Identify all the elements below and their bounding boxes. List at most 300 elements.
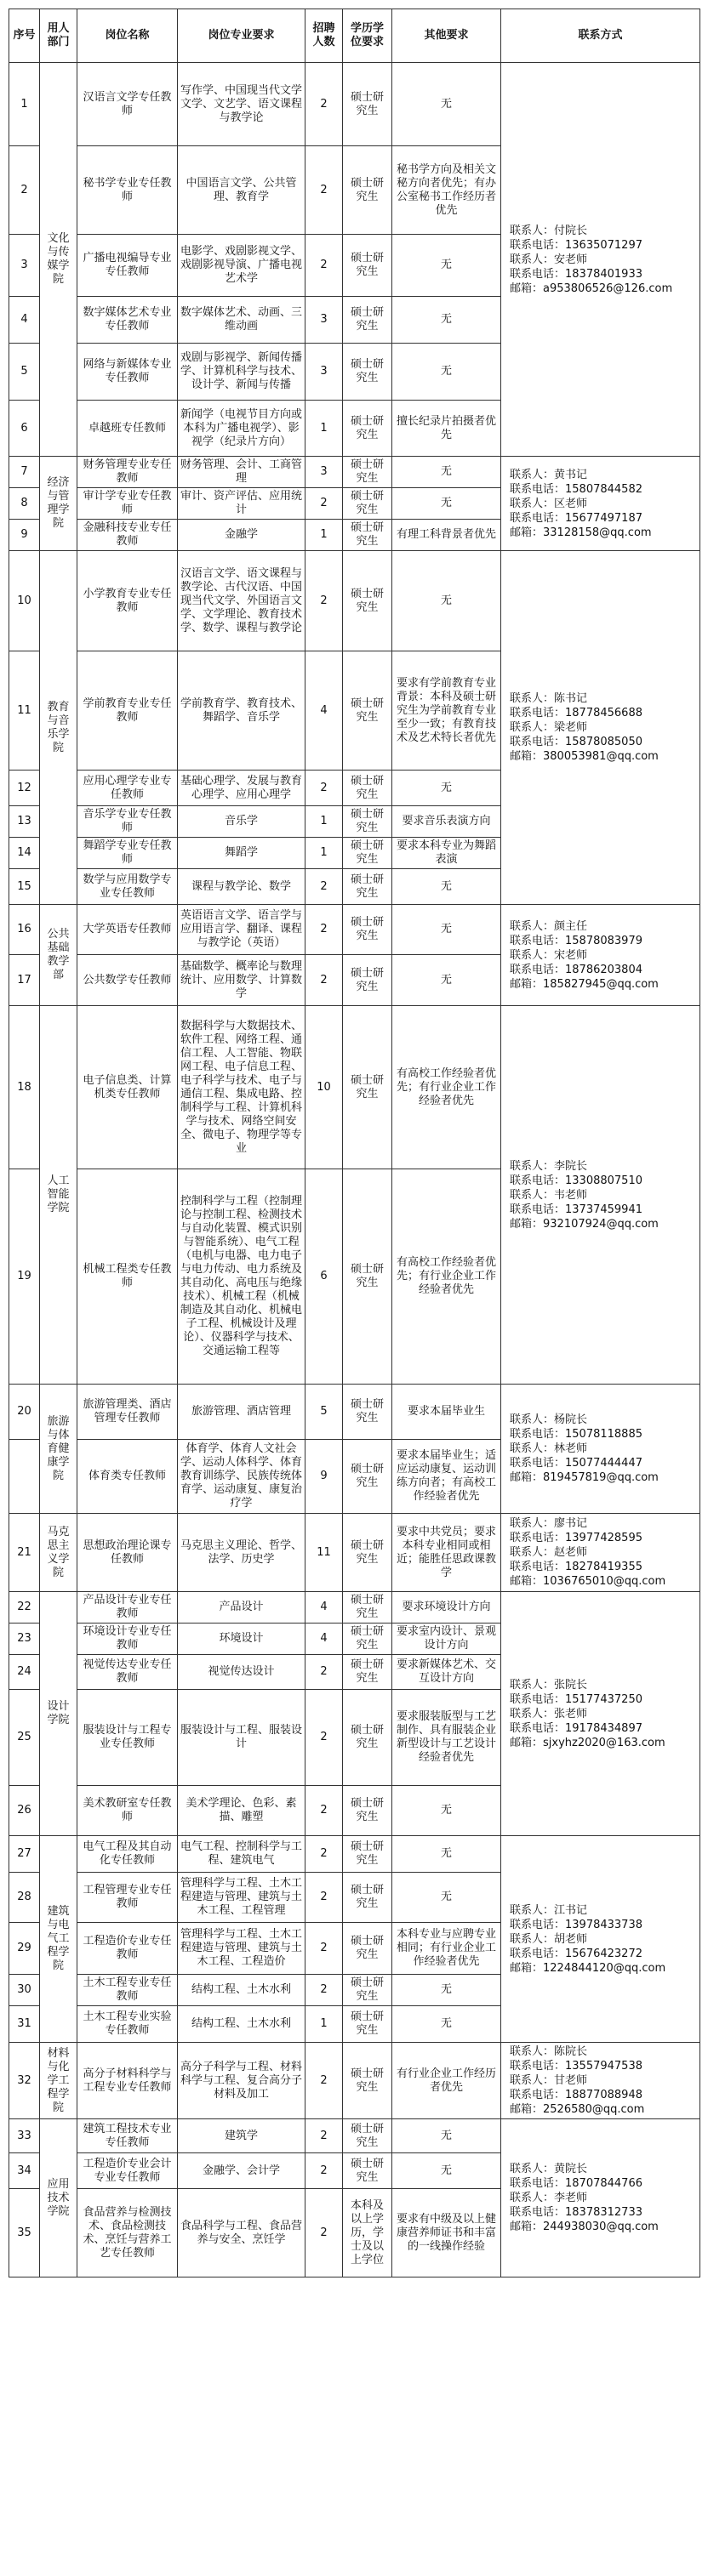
- row-number: 14: [9, 838, 40, 869]
- contact-line: 联系电话：13557947538: [510, 2060, 642, 2073]
- contact-line: 联系电话：13308807510: [510, 1174, 642, 1187]
- hiring-count: 3: [305, 297, 343, 344]
- position-name: 环境设计专业专任教师: [77, 1624, 178, 1655]
- position-name: 音乐学专业专任教师: [77, 806, 178, 838]
- contact-line: 联系人：宋老师: [510, 948, 588, 962]
- contact-line: 联系人：张老师: [510, 1707, 588, 1720]
- row-number: 5: [9, 344, 40, 401]
- major-requirement: 结构工程、土木水利: [178, 1975, 305, 2006]
- row-number: 9: [9, 520, 40, 551]
- row-number: 24: [9, 1655, 40, 1690]
- position-name: 网络与新媒体专业专任教师: [77, 344, 178, 401]
- department-cell: 教育与音乐学院: [40, 551, 77, 905]
- education-requirement: 硕士研究生: [343, 869, 392, 905]
- hiring-count: 2: [305, 2119, 343, 2153]
- contact-line: 邮箱：sjxyhz2020@163.com: [510, 1736, 665, 1749]
- major-requirement: 戏剧与影视学、新闻传播学、计算机科学与技术、设计学、新闻与传播: [178, 344, 305, 401]
- education-requirement: 硕士研究生: [343, 297, 392, 344]
- hiring-count: 2: [305, 146, 343, 235]
- hiring-count: 2: [305, 1786, 343, 1836]
- department-cell: 公共基础教学部: [40, 905, 77, 1006]
- header-contact: 联系方式: [501, 9, 700, 63]
- position-name: 体育类专任教师: [77, 1440, 178, 1514]
- major-requirement: 美术学理论、色彩、素描、雕塑: [178, 1786, 305, 1836]
- contact-line: 联系人：胡老师: [510, 1932, 588, 1946]
- other-requirement: 无: [392, 1836, 501, 1873]
- table-row: [9, 1514, 700, 1592]
- major-requirement: 环境设计: [178, 1624, 305, 1655]
- hiring-count: 2: [305, 235, 343, 297]
- position-name: 食品营养与检测技术、食品检测技术、烹饪与营养工艺专任教师: [77, 2189, 178, 2277]
- contact-line: 联系人：陈院长: [510, 2045, 588, 2058]
- position-name: 工程管理专业专任教师: [77, 1873, 178, 1923]
- row-number: 7: [9, 457, 40, 488]
- hiring-count: 2: [305, 63, 343, 146]
- row-number: 3: [9, 235, 40, 297]
- contact-line: 联系电话：13977428595: [510, 1532, 642, 1544]
- hiring-count: 1: [305, 2006, 343, 2043]
- header-no: 序号: [9, 9, 40, 63]
- other-requirement: 无: [392, 1975, 501, 2006]
- contact-line: 联系电话：18378312733: [510, 2206, 642, 2219]
- other-requirement: 无: [392, 344, 501, 401]
- hiring-count: 4: [305, 1592, 343, 1624]
- contact-line: 邮箱：1036765010@qq.com: [510, 1575, 666, 1588]
- contact-line: 联系人：张院长: [510, 1678, 588, 1692]
- education-requirement: 硕士研究生: [343, 2043, 392, 2119]
- table-row: [9, 1385, 700, 1440]
- contact-line: 邮箱：1224844120@qq.com: [510, 1961, 666, 1975]
- contact-line: 联系人：陈书记: [510, 692, 588, 705]
- contact-line: 邮箱：2526580@qq.com: [510, 2103, 645, 2116]
- table-row: [9, 551, 700, 651]
- hiring-count: 2: [305, 955, 343, 1006]
- hiring-count: 2: [305, 1873, 343, 1923]
- table-row: [9, 63, 700, 146]
- department-cell: 人工智能学院: [40, 1006, 77, 1385]
- major-requirement: 基础心理学、发展与教育心理学、应用心理学: [178, 771, 305, 806]
- contact-line: 联系人：李老师: [510, 2192, 588, 2204]
- row-number: 31: [9, 2006, 40, 2043]
- other-requirement: 无: [392, 551, 501, 651]
- education-requirement: 硕士研究生: [343, 63, 392, 146]
- other-requirement: 无: [392, 235, 501, 297]
- row-number: 25: [9, 1690, 40, 1786]
- major-requirement: 建筑学: [178, 2119, 305, 2153]
- major-requirement: 舞蹈学: [178, 838, 305, 869]
- hiring-count: 1: [305, 401, 343, 457]
- contact-line: 联系电话：15807844582: [510, 482, 642, 496]
- hiring-count: 2: [305, 2153, 343, 2189]
- other-requirement: 有理工科背景者优先: [392, 520, 501, 551]
- education-requirement: 硕士研究生: [343, 2119, 392, 2153]
- contact-line: 联系电话：18278419355: [510, 1561, 642, 1573]
- row-number: 19: [9, 1169, 40, 1385]
- row-number: 35: [9, 2189, 40, 2277]
- position-name: 机械工程类专任教师: [77, 1169, 178, 1385]
- department-cell: 应用技术学院: [40, 2119, 77, 2277]
- table-row: [9, 2119, 700, 2153]
- other-requirement: 无: [392, 457, 501, 488]
- education-requirement: 硕士研究生: [343, 1975, 392, 2006]
- major-requirement: 新闻学（电视节目方向或本科为广播电视学）、影视学（纪录片方向）: [178, 401, 305, 457]
- contact-line: 邮箱：819457819@qq.com: [510, 1471, 659, 1484]
- hiring-count: 2: [305, 488, 343, 520]
- other-requirement: 无: [392, 63, 501, 146]
- header-education: 学历学位要求: [343, 9, 392, 63]
- department-cell: 建筑与电气工程学院: [40, 1836, 77, 2043]
- other-requirement: 无: [392, 955, 501, 1006]
- position-name: 舞蹈学专业专任教师: [77, 838, 178, 869]
- position-name: 工程造价专业专任教师: [77, 1923, 178, 1975]
- row-number: 29: [9, 1923, 40, 1975]
- major-requirement: 汉语言文学、语文课程与教学论、古代汉语、中国现当代文学、外国语言文学、文学理论、教育技术学、数学、课程与教学论: [178, 551, 305, 651]
- table-row: [9, 1592, 700, 1624]
- recruitment-table: [9, 9, 700, 2277]
- hiring-count: 2: [305, 2043, 343, 2119]
- row-number: 34: [9, 2153, 40, 2189]
- position-name: 应用心理学专业专任教师: [77, 771, 178, 806]
- contact-cell: [501, 1006, 700, 1385]
- education-requirement: 硕士研究生: [343, 1690, 392, 1786]
- position-name: 数学与应用数学专业专任教师: [77, 869, 178, 905]
- other-requirement: 无: [392, 488, 501, 520]
- major-requirement: 英语语言文学、语言学与应用语言学、翻译、课程与教学论（英语）: [178, 905, 305, 955]
- contact-line: 联系电话：13978433738: [510, 1918, 642, 1931]
- position-name: 土木工程专业实验专任教师: [77, 2006, 178, 2043]
- major-requirement: 财务管理、会计、工商管理: [178, 457, 305, 488]
- contact-line: 联系电话：15078118885: [510, 1428, 642, 1441]
- other-requirement: 无: [392, 1786, 501, 1836]
- major-requirement: 控制科学与工程（控制理论与控制工程、检测技术与自动化装置、模式识别与智能系统）、电气工程（电机与电器、电力电子与电力传动、电力系统及其自动化、高电压与绝缘技术）、机械工程（机械制造及其自动化、机械电子工程、机械设计及理论）、仪器科学与技术、交通运输工程等: [178, 1169, 305, 1385]
- position-name: 数字媒体艺术专业专任教师: [77, 297, 178, 344]
- position-name: 电气工程及其自动化专任教师: [77, 1836, 178, 1873]
- table-row: [9, 1006, 700, 1169]
- major-requirement: 数据科学与大数据技术、软件工程、网络工程、通信工程、人工智能、物联网工程、电子信息工程、电子科学与技术、电子与通信工程、集成电路、控制科学与工程、计算机科学与技术、网络空间安全、微电子、物理学等专业: [178, 1006, 305, 1169]
- hiring-count: 2: [305, 771, 343, 806]
- contact-line: 联系电话：13635071297: [510, 238, 642, 252]
- education-requirement: 本科及以上学历，学士及以上学位: [343, 2189, 392, 2277]
- major-requirement: 产品设计: [178, 1592, 305, 1624]
- other-requirement: 无: [392, 2153, 501, 2189]
- department-cell: 设计学院: [40, 1592, 77, 1836]
- contact-cell: [501, 2119, 700, 2277]
- header-other: 其他要求: [392, 9, 501, 63]
- hiring-count: 2: [305, 1655, 343, 1690]
- position-name: 电子信息类、计算机类专任教师: [77, 1006, 178, 1169]
- other-requirement: 无: [392, 2119, 501, 2153]
- other-requirement: 要求新媒体艺术、交互设计方向: [392, 1655, 501, 1690]
- hiring-count: 10: [305, 1006, 343, 1169]
- row-number: 23: [9, 1624, 40, 1655]
- major-requirement: 体育学、体育人文社会学、运动人体科学、体育教育训练学、民族传统体育学、运动康复、康复治疗学: [178, 1440, 305, 1514]
- education-requirement: 硕士研究生: [343, 1655, 392, 1690]
- contact-line: 联系人：甘老师: [510, 2074, 588, 2087]
- major-requirement: 管理科学与工程、土木工程建造与管理、建筑与土木工程、工程造价: [178, 1923, 305, 1975]
- position-name: 视觉传达专业专任教师: [77, 1655, 178, 1690]
- row-number: 8: [9, 488, 40, 520]
- education-requirement: 硕士研究生: [343, 838, 392, 869]
- major-requirement: 结构工程、土木水利: [178, 2006, 305, 2043]
- major-requirement: 音乐学: [178, 806, 305, 838]
- contact-line: 联系人：韦老师: [510, 1188, 588, 1202]
- education-requirement: 硕士研究生: [343, 457, 392, 488]
- education-requirement: 硕士研究生: [343, 905, 392, 955]
- hiring-count: 3: [305, 457, 343, 488]
- row-number: 15: [9, 869, 40, 905]
- table-row: [9, 1836, 700, 1873]
- major-requirement: 旅游管理、酒店管理: [178, 1385, 305, 1440]
- contact-cell: [501, 63, 700, 457]
- position-name: 美术教研室专任教师: [77, 1786, 178, 1836]
- hiring-count: 5: [305, 1385, 343, 1440]
- education-requirement: 硕士研究生: [343, 1836, 392, 1873]
- hiring-count: 2: [305, 551, 343, 651]
- hiring-count: 4: [305, 651, 343, 771]
- education-requirement: 硕士研究生: [343, 1385, 392, 1440]
- hiring-count: 2: [305, 1836, 343, 1873]
- row-number: 10: [9, 551, 40, 651]
- major-requirement: 视觉传达设计: [178, 1655, 305, 1690]
- row-number: 11: [9, 651, 40, 771]
- row-number: 6: [9, 401, 40, 457]
- contact-line: 联系电话：15177437250: [510, 1692, 642, 1706]
- hiring-count: 4: [305, 1624, 343, 1655]
- contact-line: 联系人：李院长: [510, 1159, 588, 1173]
- major-requirement: 审计、资产评估、应用统计: [178, 488, 305, 520]
- other-requirement: 要求本届毕业生: [392, 1385, 501, 1440]
- position-name: 高分子材料科学与工程专业专任教师: [77, 2043, 178, 2119]
- other-requirement: 要求服装版型与工艺制作、具有服装企业新型设计与工艺设计经验者优先: [392, 1690, 501, 1786]
- contact-cell: [501, 2043, 700, 2119]
- contact-line: 联系电话：15077444447: [510, 1457, 642, 1470]
- other-requirement: 无: [392, 2006, 501, 2043]
- other-requirement: 要求本科专业为舞蹈表演: [392, 838, 501, 869]
- major-requirement: 金融学: [178, 520, 305, 551]
- education-requirement: 硕士研究生: [343, 235, 392, 297]
- contact-line: 联系电话：18778456688: [510, 707, 642, 719]
- row-number: 28: [9, 1873, 40, 1923]
- major-requirement: 高分子科学与工程、材料科学与工程、复合高分子材料及加工: [178, 2043, 305, 2119]
- education-requirement: 硕士研究生: [343, 651, 392, 771]
- other-requirement: 有行业企业工作经历者优先: [392, 2043, 501, 2119]
- other-requirement: 要求有中级及以上健康营养师证书和丰富的一线操作经验: [392, 2189, 501, 2277]
- contact-cell: [501, 1385, 700, 1514]
- position-name: 建筑工程技术专业专任教师: [77, 2119, 178, 2153]
- major-requirement: 基础数学、概率论与数理统计、应用数学、计算数学: [178, 955, 305, 1006]
- contact-line: 邮箱：a953806526@126.com: [510, 281, 673, 295]
- contact-line: 联系人：杨院长: [510, 1413, 588, 1426]
- row-number: 2: [9, 146, 40, 235]
- contact-line: 联系电话：15878085050: [510, 736, 642, 748]
- education-requirement: 硕士研究生: [343, 955, 392, 1006]
- contact-line: 邮箱：244938030@qq.com: [510, 2221, 659, 2233]
- row-number: 30: [9, 1975, 40, 2006]
- position-name: 大学英语专任教师: [77, 905, 178, 955]
- row-number: 33: [9, 2119, 40, 2153]
- row-number: 17: [9, 955, 40, 1006]
- header-count: 招聘人数: [305, 9, 343, 63]
- education-requirement: 硕士研究生: [343, 1006, 392, 1169]
- contact-line: 联系人：区老师: [510, 497, 588, 510]
- other-requirement: 秘书学方向及相关文秘方向者优先；有办公室秘书工作经历者优先: [392, 146, 501, 235]
- position-name: 财务管理专业专任教师: [77, 457, 178, 488]
- contact-line: 联系人：廖书记: [510, 1517, 588, 1530]
- contact-line: 联系电话：15676423272: [510, 1947, 642, 1960]
- recruitment-table-container: [9, 9, 699, 2277]
- row-number: 4: [9, 297, 40, 344]
- row-number: 13: [9, 806, 40, 838]
- row-number: 26: [9, 1786, 40, 1836]
- row-number: 27: [9, 1836, 40, 1873]
- other-requirement: 要求本届毕业生；适应运动康复、运动训练方向者；有高校工作经验者优先: [392, 1440, 501, 1514]
- major-requirement: 课程与教学论、数学: [178, 869, 305, 905]
- other-requirement: 无: [392, 869, 501, 905]
- contact-cell: [501, 1836, 700, 2043]
- header-position: 岗位名称: [77, 9, 178, 63]
- major-requirement: 数字媒体艺术、动画、三维动画: [178, 297, 305, 344]
- contact-line: 联系电话：13737459941: [510, 1203, 642, 1216]
- position-name: 秘书学专业专任教师: [77, 146, 178, 235]
- contact-line: 联系电话：15878083979: [510, 934, 642, 947]
- header-major: 岗位专业要求: [178, 9, 305, 63]
- table-row: [9, 457, 700, 488]
- table-row: [9, 905, 700, 955]
- major-requirement: 写作学、中国现当代文学文学、文艺学、语文课程与教学论: [178, 63, 305, 146]
- contact-line: 联系电话：18707844766: [510, 2177, 642, 2190]
- contact-line: 联系人：梁老师: [510, 721, 588, 734]
- position-name: 思想政治理论课专任教师: [77, 1514, 178, 1592]
- row-number: 12: [9, 771, 40, 806]
- other-requirement: 本科专业与应聘专业相同；有行业企业工作经验者优先: [392, 1923, 501, 1975]
- contact-cell: [501, 457, 700, 551]
- hiring-count: 1: [305, 520, 343, 551]
- row-number: 21: [9, 1514, 40, 1592]
- contact-cell: [501, 1514, 700, 1592]
- hiring-count: 6: [305, 1169, 343, 1385]
- education-requirement: 硕士研究生: [343, 1514, 392, 1592]
- other-requirement: 要求室内设计、景观设计方向: [392, 1624, 501, 1655]
- contact-line: 联系人：黄书记: [510, 468, 588, 481]
- position-name: 汉语言文学专任教师: [77, 63, 178, 146]
- other-requirement: 无: [392, 771, 501, 806]
- hiring-count: 1: [305, 838, 343, 869]
- header-row: [9, 9, 700, 63]
- hiring-count: 2: [305, 905, 343, 955]
- row-number: 22: [9, 1592, 40, 1624]
- education-requirement: 硕士研究生: [343, 146, 392, 235]
- major-requirement: 管理科学与工程、土木工程建造与管理、建筑与土木工程、工程管理: [178, 1873, 305, 1923]
- row-number: 20: [9, 1385, 40, 1440]
- contact-cell: [501, 905, 700, 1006]
- education-requirement: 硕士研究生: [343, 488, 392, 520]
- table-row: [9, 2043, 700, 2119]
- contact-line: 联系人：付院长: [510, 224, 588, 237]
- education-requirement: 硕士研究生: [343, 344, 392, 401]
- hiring-count: 11: [305, 1514, 343, 1592]
- position-name: 产品设计专业专任教师: [77, 1592, 178, 1624]
- contact-line: 邮箱：185827945@qq.com: [510, 977, 659, 991]
- position-name: 学前教育专业专任教师: [77, 651, 178, 771]
- hiring-count: 3: [305, 344, 343, 401]
- education-requirement: 硕士研究生: [343, 401, 392, 457]
- other-requirement: 无: [392, 905, 501, 955]
- contact-line: 联系电话：18786203804: [510, 963, 642, 976]
- department-cell: 马克思主义学院: [40, 1514, 77, 1592]
- position-name: 广播电视编导专业专任教师: [77, 235, 178, 297]
- contact-line: 联系电话：18877088948: [510, 2089, 642, 2101]
- position-name: 小学教育专业专任教师: [77, 551, 178, 651]
- contact-line: 邮箱：33128158@qq.com: [510, 526, 652, 539]
- position-name: 卓越班专任教师: [77, 401, 178, 457]
- major-requirement: 服装设计与工程、服装设计: [178, 1690, 305, 1786]
- contact-line: 联系人：黄院长: [510, 2163, 588, 2175]
- contact-cell: [501, 1592, 700, 1836]
- other-requirement: 有高校工作经验者优先；有行业企业工作经验者优先: [392, 1169, 501, 1385]
- other-requirement: 无: [392, 1873, 501, 1923]
- header-dept: 用人部门: [40, 9, 77, 63]
- education-requirement: 硕士研究生: [343, 1440, 392, 1514]
- department-cell: 经济与管理学院: [40, 457, 77, 551]
- position-name: 工程造价专业会计专业专任教师: [77, 2153, 178, 2189]
- hiring-count: 1: [305, 806, 343, 838]
- other-requirement: 要求环境设计方向: [392, 1592, 501, 1624]
- department-cell: 材料与化学工程学院: [40, 2043, 77, 2119]
- education-requirement: 硕士研究生: [343, 771, 392, 806]
- hiring-count: 9: [305, 1440, 343, 1514]
- contact-line: 联系人：安老师: [510, 253, 588, 266]
- row-number: [9, 1440, 40, 1514]
- education-requirement: 硕士研究生: [343, 1592, 392, 1624]
- contact-line: 联系电话：19178434897: [510, 1721, 642, 1735]
- other-requirement: 要求音乐表演方向: [392, 806, 501, 838]
- row-number: 16: [9, 905, 40, 955]
- major-requirement: 金融学、会计学: [178, 2153, 305, 2189]
- contact-line: 联系人：林老师: [510, 1442, 588, 1455]
- contact-line: 联系人：颜主任: [510, 919, 588, 933]
- contact-line: 联系电话：18378401933: [510, 267, 642, 281]
- education-requirement: 硕士研究生: [343, 1923, 392, 1975]
- contact-line: 联系人：江书记: [510, 1903, 588, 1917]
- major-requirement: 中国语言文学、公共管理、教育学: [178, 146, 305, 235]
- other-requirement: 无: [392, 297, 501, 344]
- major-requirement: 食品科学与工程、食品营养与安全、烹饪学: [178, 2189, 305, 2277]
- major-requirement: 马克思主义理论、哲学、法学、历史学: [178, 1514, 305, 1592]
- education-requirement: 硕士研究生: [343, 551, 392, 651]
- row-number: 32: [9, 2043, 40, 2119]
- education-requirement: 硕士研究生: [343, 2006, 392, 2043]
- position-name: 公共数学专任教师: [77, 955, 178, 1006]
- contact-line: 联系电话：15677497187: [510, 511, 642, 525]
- hiring-count: 2: [305, 1690, 343, 1786]
- contact-cell: [501, 551, 700, 905]
- education-requirement: 硕士研究生: [343, 1786, 392, 1836]
- hiring-count: 2: [305, 869, 343, 905]
- education-requirement: 硕士研究生: [343, 520, 392, 551]
- other-requirement: 擅长纪录片拍摄者优先: [392, 401, 501, 457]
- row-number: 18: [9, 1006, 40, 1169]
- hiring-count: 2: [305, 2189, 343, 2277]
- position-name: 审计学专业专任教师: [77, 488, 178, 520]
- other-requirement: 要求有学前教育专业背景：本科及硕士研究生为学前教育专业至少一致；有教育技术及艺术特长者优先: [392, 651, 501, 771]
- education-requirement: 硕士研究生: [343, 1873, 392, 1923]
- position-name: 土木工程专业专任教师: [77, 1975, 178, 2006]
- education-requirement: 硕士研究生: [343, 1169, 392, 1385]
- major-requirement: 电影学、戏剧影视文学、戏剧影视导演、广播电视艺术学: [178, 235, 305, 297]
- contact-line: 邮箱：380053981@qq.com: [510, 750, 659, 763]
- education-requirement: 硕士研究生: [343, 1624, 392, 1655]
- row-number: 1: [9, 63, 40, 146]
